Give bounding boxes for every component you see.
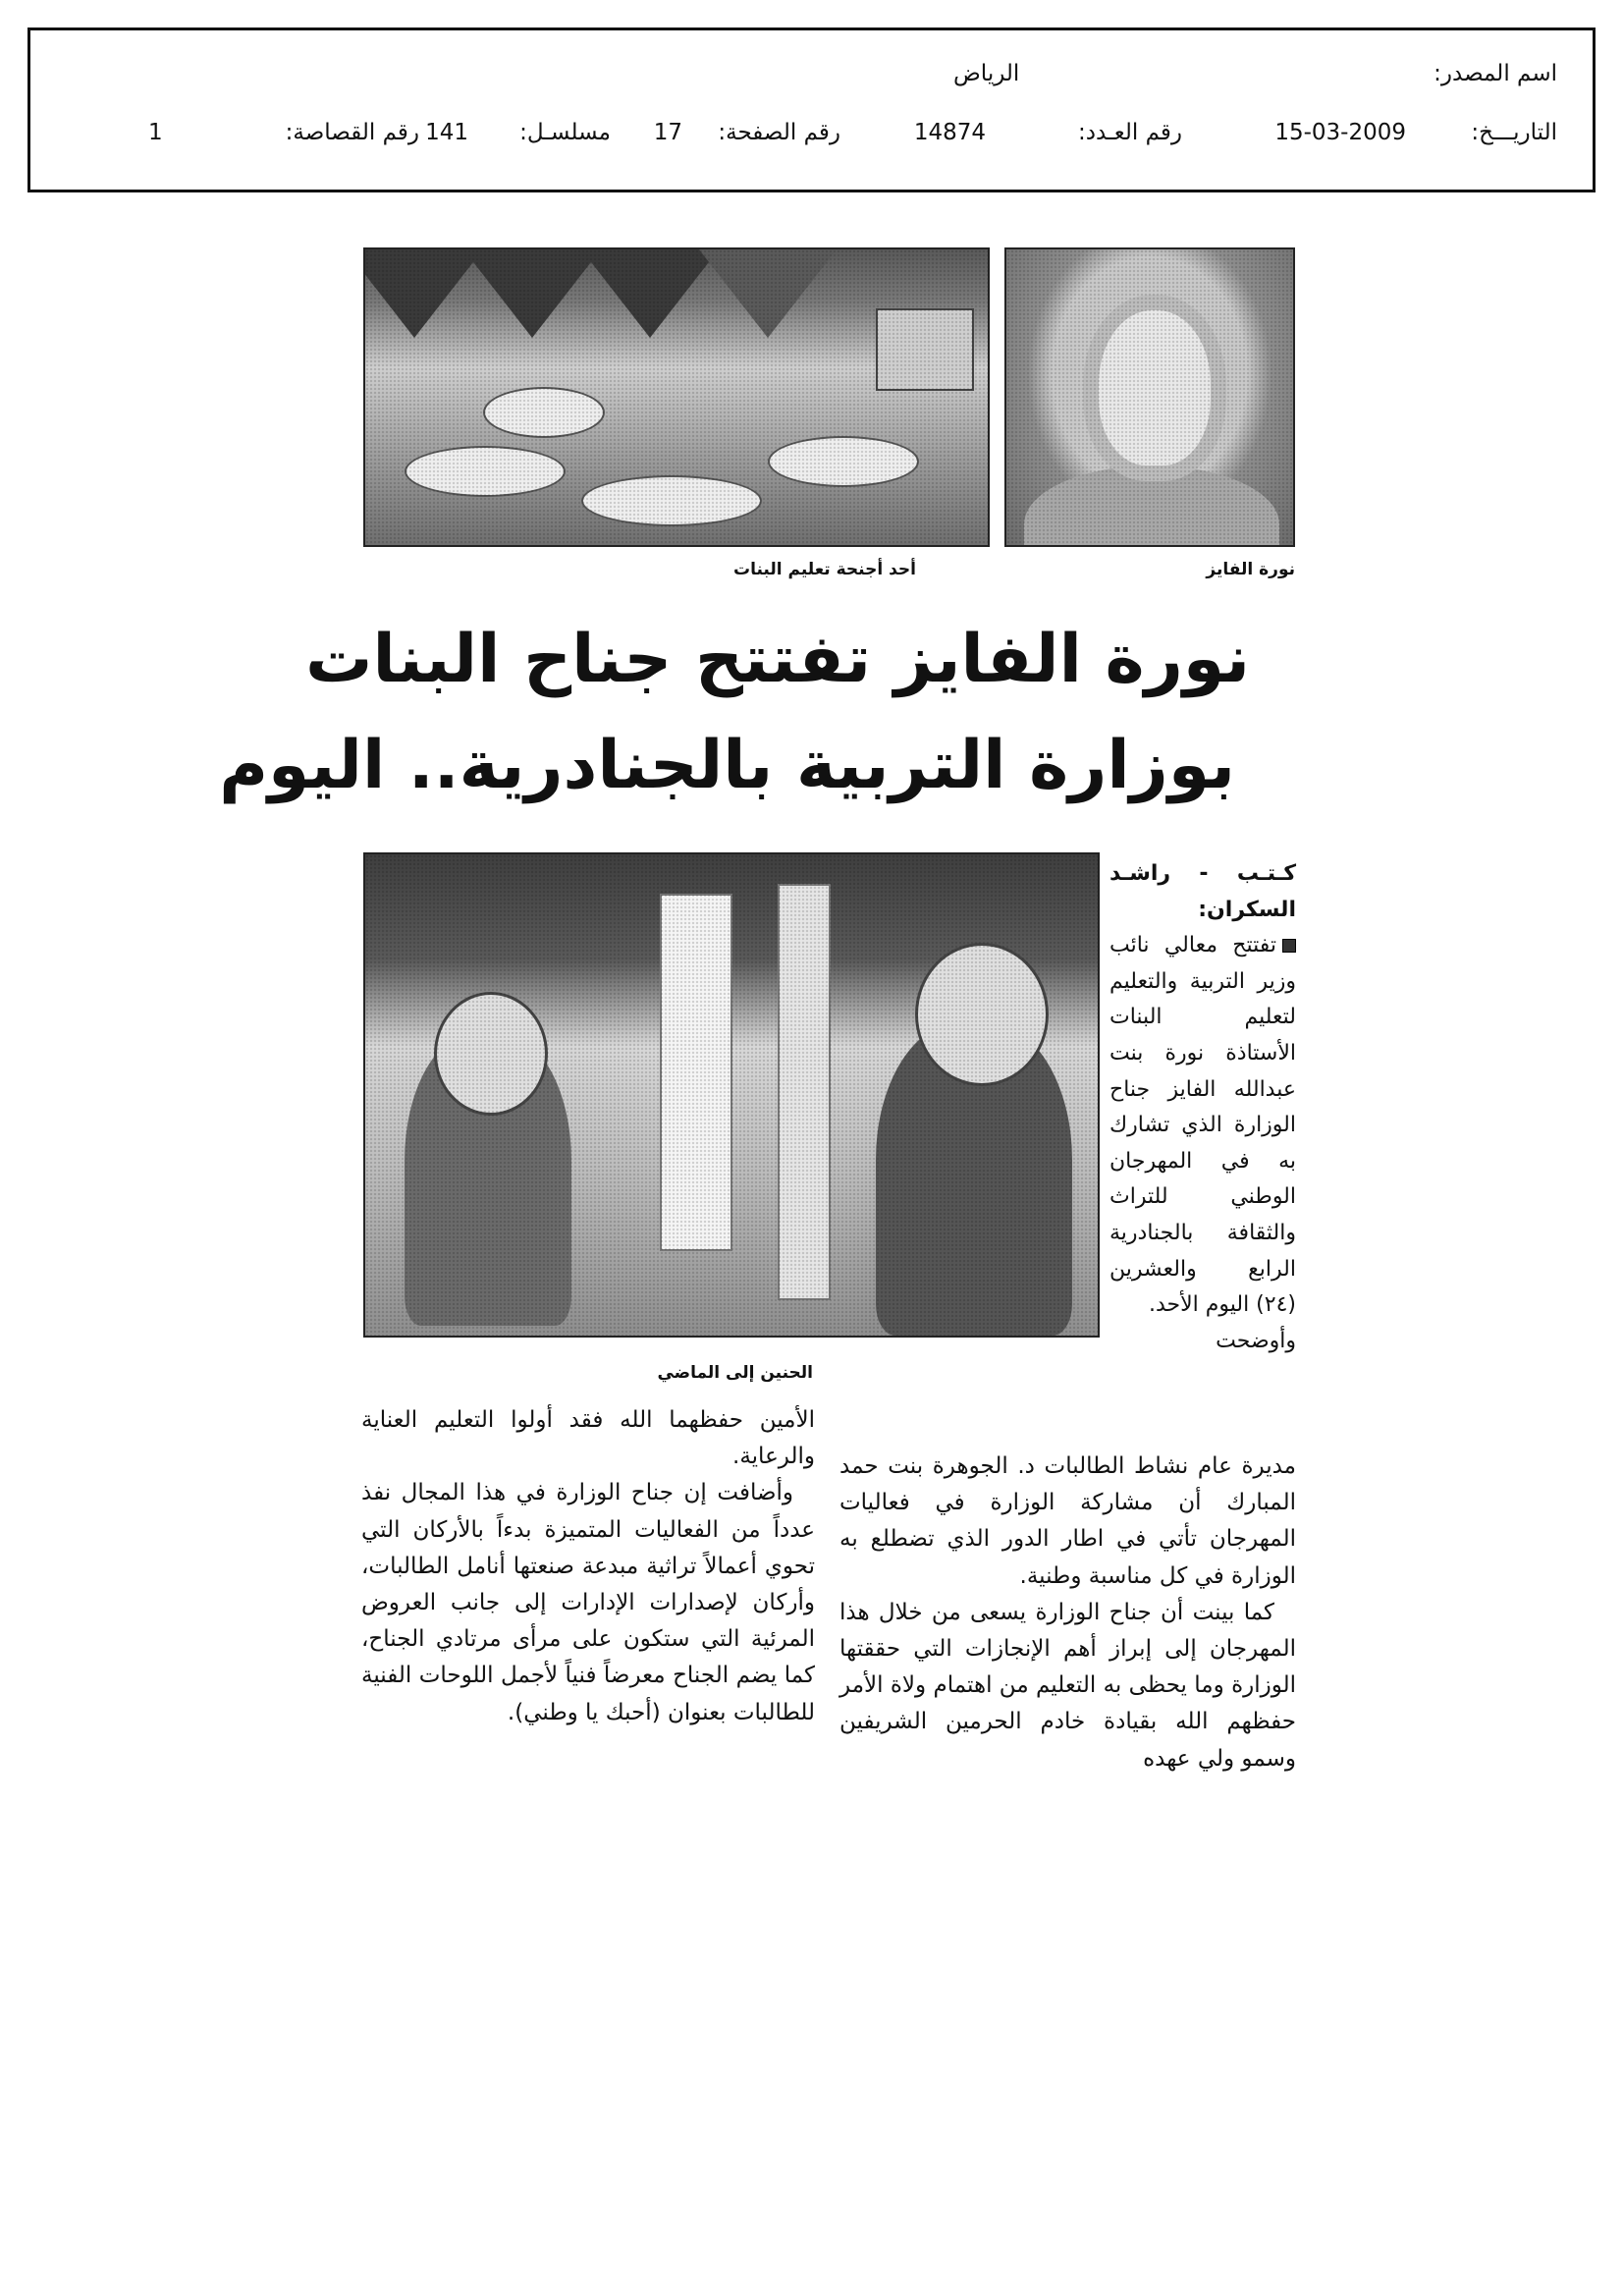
issue-label: رقم العـدد: xyxy=(1077,120,1182,145)
continuation-lead: وأوضحت xyxy=(1216,1328,1296,1353)
article-narrow-column xyxy=(1109,856,1296,1359)
article-paragraph: الأمين حفظهما الله فقد أولوا التعليم العناية والرعاية. xyxy=(361,1407,815,1470)
bullet-square-icon xyxy=(1282,939,1296,953)
date-label: التاريـــخ: xyxy=(1471,120,1557,145)
page-label: رقم الصفحة: xyxy=(718,120,840,145)
event-photo-caption: الحنين إلى الماضي xyxy=(657,1363,813,1383)
clip-label: رقم القصاصة: xyxy=(285,120,419,145)
article-intro: تفتتح معالي نائب وزير التربية والتعليم لتعليم البنات الأستاذة نورة بنت عبدالله الفايز جناح الوزارة الذي تشارك به في المهرجان الوطني للتراث والثقافة بالجنادرية الرابع والعشرين (٢٤) اليوم الأحد. xyxy=(1109,933,1296,1318)
article-paragraph: وأضافت إن جناح الوزارة في هذا المجال نفذ عدداً من الفعاليات المتميزة بدءاً بالأركان التي تحوي أعمالاً تراثية مبدعة صنعتها أنامل الطالبات، وأركان لإصدارات الإدارات إلى جانب العروض المرئية التي ستكون على مرأى مرتادي الجناح، كما يضم الجناح معرضاً فنياً لأجمل اللوحات الفنية للطالبات بعنوان (أحبك يا وطني). xyxy=(361,1480,815,1725)
source-value: الرياض xyxy=(953,61,1020,86)
page-value: 17 xyxy=(653,120,682,145)
headline-line-1: نورة الفايز تفتتح جناح البنات xyxy=(305,621,1250,698)
serial-value: 141 xyxy=(425,120,468,145)
serial-label: مسلسـل: xyxy=(519,120,611,145)
article-right-column xyxy=(839,1449,1296,1777)
clipping-header xyxy=(27,27,1596,192)
source-label: اسم المصدر: xyxy=(1434,61,1557,86)
article-left-column xyxy=(361,1402,815,1731)
issue-value: 14874 xyxy=(913,120,986,145)
portrait-photo-caption: نورة الفايز xyxy=(1206,560,1295,579)
date-value: 15-03-2009 xyxy=(1274,120,1406,145)
headline-line-2: بوزارة التربية بالجنادرية.. اليوم xyxy=(219,727,1235,804)
article-paragraph: مديرة عام نشاط الطالبات د. الجوهرة بنت حمد المبارك أن مشاركة الوزارة في فعاليات المهرجان تأتي في اطار الدور الذي تضطلع به الوزارة في كل مناسبة وطنية. xyxy=(839,1453,1296,1589)
byline: كـتـب - راشـد السكران: xyxy=(1109,861,1296,922)
exhibition-hall-photo xyxy=(363,247,990,547)
portrait-photo xyxy=(1004,247,1295,547)
hall-photo-caption: أحد أجنحة تعليم البنات xyxy=(733,560,916,579)
event-photo xyxy=(363,852,1100,1338)
clip-value: 1 xyxy=(148,120,163,145)
article-paragraph: كما بينت أن جناح الوزارة يسعى من خلال هذا المهرجان إلى إبراز أهم الإنجازات التي حققتها الوزارة وما يحظى به التعليم من اهتمام ولاة الأمر حفظهم الله بقيادة خادم الحرمين الشريفين وسمو ولي عهده xyxy=(839,1599,1296,1772)
